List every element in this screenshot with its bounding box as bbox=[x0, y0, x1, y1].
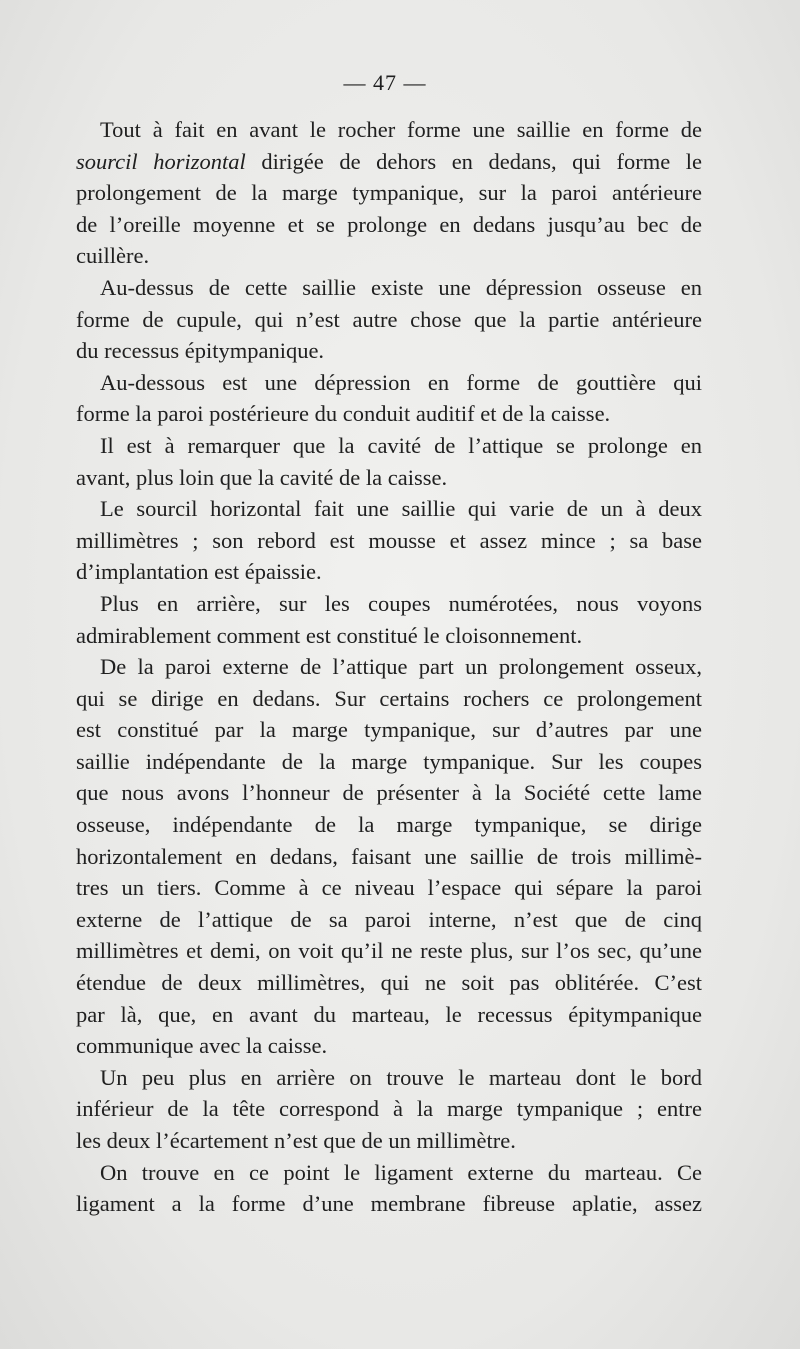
text-line bbox=[76, 1188, 702, 1220]
text-run: du recessus épitympanique. bbox=[76, 338, 325, 364]
text-line bbox=[76, 367, 702, 399]
text-run: De la paroi externe de l’attique part un prolongement osseux, bbox=[100, 654, 702, 680]
text-line bbox=[76, 1062, 702, 1094]
text-line bbox=[76, 1030, 702, 1062]
text-run: Le sourcil horizontal fait une saillie qui varie de un à deux bbox=[100, 496, 702, 522]
paragraph bbox=[76, 367, 702, 430]
text-run: horizontalement en dedans, faisant une saillie de trois millimè- bbox=[76, 843, 702, 869]
text-run: forme la paroi postérieure du conduit auditif et de la caisse. bbox=[76, 401, 611, 427]
paragraph bbox=[76, 430, 702, 493]
text-line bbox=[76, 841, 702, 873]
text-line bbox=[76, 430, 702, 462]
text-line bbox=[76, 398, 702, 430]
text-run: externe de l’attique de sa paroi interne, n’est que de cinq bbox=[76, 906, 702, 932]
body-text bbox=[76, 114, 702, 1220]
text-line bbox=[76, 620, 702, 652]
text-run: d’implantation est épaissie. bbox=[76, 559, 322, 585]
text-run: millimètres ; son rebord est mousse et assez mince ; sa base bbox=[76, 527, 702, 553]
text-run: les deux l’écartement n’est que de un millimètre. bbox=[76, 1128, 516, 1153]
text-run: saillie indépendante de la marge tympanique. Sur les coupes bbox=[76, 748, 702, 774]
text-run: forme de cupule, qui n’est autre chose que la partie antérieure bbox=[76, 306, 702, 332]
text-line bbox=[76, 904, 702, 936]
text-line bbox=[76, 146, 702, 178]
text-line bbox=[76, 114, 702, 146]
text-run: Au-dessus de cette saillie existe une dépression osseuse en bbox=[100, 274, 702, 300]
text-run: ligament a la forme d’une membrane fibreuse aplatie, assez bbox=[76, 1191, 702, 1217]
text-run: communique avec la caisse. bbox=[76, 1033, 328, 1059]
text-line bbox=[76, 651, 702, 683]
text-run: millimètres et demi, on voit qu’il ne reste plus, sur l’os sec, qu’une bbox=[76, 938, 702, 964]
text-run: Il est à remarquer que la cavité de l’attique se prolonge en bbox=[100, 432, 702, 458]
text-run: est constitué par la marge tympanique, sur d’autres par une bbox=[76, 717, 702, 743]
text-line bbox=[76, 935, 702, 967]
text-line bbox=[76, 272, 702, 304]
text-line bbox=[76, 304, 702, 336]
paragraph bbox=[76, 1157, 702, 1220]
text-run: étendue de deux millimètres, qui ne soit pas oblitérée. C’est bbox=[76, 970, 702, 996]
text-line bbox=[76, 525, 702, 557]
text-run: On trouve en ce point le ligament externe du marteau. Ce bbox=[100, 1159, 702, 1185]
text-line bbox=[76, 209, 702, 241]
text-run: inférieur de la tête correspond à la marge tympanique ; entre bbox=[76, 1096, 702, 1122]
italic-term: sourcil horizontal bbox=[76, 148, 246, 174]
text-line bbox=[76, 1125, 702, 1157]
text-line bbox=[76, 999, 702, 1031]
text-line bbox=[76, 872, 702, 904]
text-line bbox=[76, 1093, 702, 1125]
paragraph bbox=[76, 114, 702, 272]
text-run: admirablement comment est constitué le cloisonnement. bbox=[76, 622, 583, 648]
text-run: avant, plus loin que la cavité de la caisse. bbox=[76, 464, 448, 490]
text-run: Un peu plus en arrière on trouve le marteau dont le bord bbox=[100, 1064, 702, 1090]
text-line bbox=[76, 588, 702, 620]
text-line bbox=[76, 714, 702, 746]
text-line bbox=[76, 1157, 702, 1189]
text-line bbox=[76, 462, 702, 494]
paragraph bbox=[76, 588, 702, 651]
text-line bbox=[76, 746, 702, 778]
text-line bbox=[76, 777, 702, 809]
text-run: osseuse, indépendante de la marge tympanique, se dirige bbox=[76, 812, 702, 838]
text-run: que nous avons l’honneur de présenter à la Société cette lame bbox=[76, 780, 702, 806]
text-run: par là, que, en avant du marteau, le recessus épitympanique bbox=[76, 1001, 702, 1027]
text-run: tres un tiers. Comme à ce niveau l’espace qui sépare la paroi bbox=[76, 875, 702, 901]
text-line bbox=[76, 683, 702, 715]
text-run: Tout à fait en avant le rocher forme une saillie en forme de bbox=[100, 117, 702, 142]
text-line bbox=[76, 177, 702, 209]
text-run: qui se dirige en dedans. Sur certains rochers ce prolongement bbox=[76, 685, 702, 711]
text-run: prolongement de la marge tympanique, sur la paroi antérieure bbox=[76, 180, 702, 206]
text-run: dirigée de dehors en dedans, qui forme le bbox=[245, 148, 702, 174]
paragraph bbox=[76, 272, 702, 367]
paragraph bbox=[76, 1062, 702, 1157]
text-run: Au-dessous est une dépression en forme de gouttière qui bbox=[100, 369, 702, 395]
page-number: — 47 — bbox=[343, 70, 427, 95]
text-line bbox=[76, 556, 702, 588]
text-line bbox=[76, 240, 702, 272]
text-line bbox=[76, 493, 702, 525]
text-line bbox=[76, 809, 702, 841]
text-run: de l’oreille moyenne et se prolonge en dedans jusqu’au bec de bbox=[76, 211, 702, 237]
paragraph bbox=[76, 651, 702, 1062]
paragraph bbox=[76, 493, 702, 588]
text-run: cuillère. bbox=[76, 243, 150, 269]
text-line bbox=[76, 335, 702, 367]
text-line bbox=[76, 967, 702, 999]
text-run: Plus en arrière, sur les coupes numérotées, nous voyons bbox=[100, 590, 702, 616]
